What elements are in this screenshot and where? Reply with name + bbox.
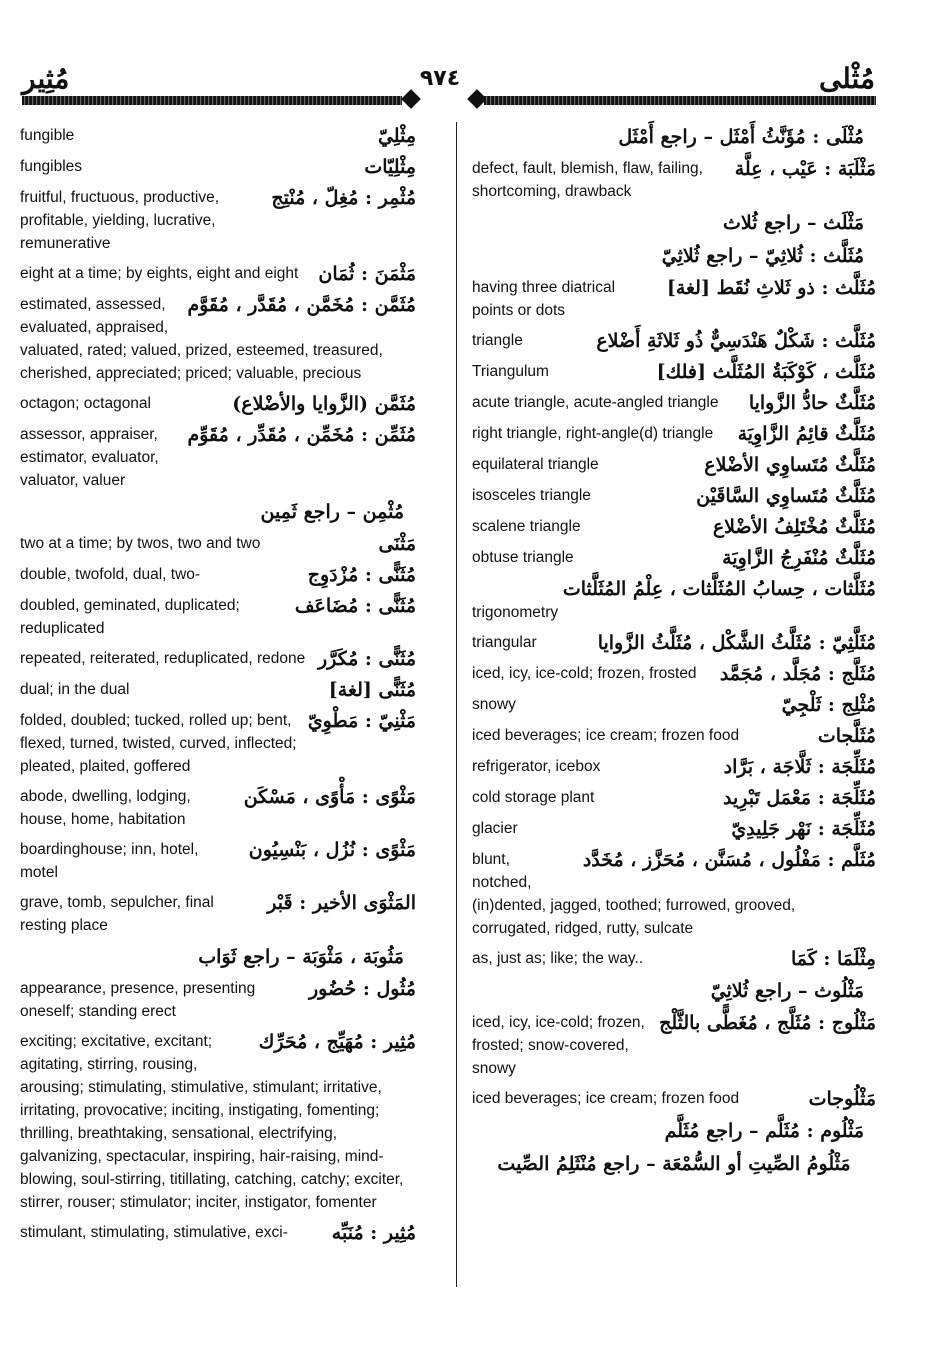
arabic-headword: مُثَلَّم : مَفْلُول ، مُسَنَّن ، مُحَزَّز ، مُخَدَّد: [582, 849, 876, 871]
dictionary-entry: [20, 891, 416, 937]
dictionary-entry: [472, 157, 876, 203]
column-divider: [456, 122, 457, 1287]
english-definition: folded, doubled; tucked, rolled up; bent, flexed, turned, twisted, curved, inflected; pleated, plaited, goffered: [20, 712, 297, 775]
arabic-headword: مَثْلُوجات: [808, 1088, 876, 1110]
english-definition: obtuse triangle: [472, 549, 574, 566]
english-definition: isosceles triangle: [472, 487, 591, 504]
arabic-headword: مُثُول : حُضُور: [309, 978, 416, 1000]
english-definition: iced beverages; ice cream; frozen food: [472, 727, 740, 744]
english-definition: blunt, notched, (in)dented, jagged, toothed; furrowed, grooved, corrugated, ridged, rutty, sulcate: [472, 851, 796, 937]
english-definition: having three diatrical points or dots: [472, 279, 616, 319]
english-definition: dual; in the dual: [20, 681, 130, 698]
english-definition: two at a time; by twos, two and two: [20, 535, 261, 552]
dictionary-entry: [20, 1221, 416, 1245]
right-header-rule: [484, 96, 876, 105]
left-rule-diamond: [401, 89, 421, 109]
english-definition: octagon; octagonal: [20, 395, 151, 412]
dictionary-entry: [472, 329, 876, 353]
dictionary-entry: [20, 785, 416, 831]
english-definition: abode, dwelling, lodging, house, home, habitation: [20, 788, 191, 828]
english-definition: refrigerator, icebox: [472, 758, 601, 775]
arabic-headword: مُثْلِج : ثَلْجِيّ: [781, 694, 876, 716]
dictionary-entry: [472, 786, 876, 810]
english-definition: double, twofold, dual, two-: [20, 566, 201, 583]
arabic-headword: مَثْوًى : مَأْوًى ، مَسْكَن: [243, 786, 416, 808]
arabic-headword: مِثْلِيّ: [377, 125, 416, 147]
dictionary-entry: [472, 484, 876, 508]
right-guide-word: مُثْلى: [818, 62, 875, 95]
english-definition: as, just as; like; the way..: [472, 950, 644, 967]
dictionary-entry: [20, 977, 416, 1023]
dictionary-entry: [472, 360, 876, 384]
dictionary-entry: [20, 1030, 416, 1214]
entry-cross-reference: مُثْمِن – راجع ثَمِين: [260, 501, 404, 523]
arabic-headword: مُثَلَّث : شَكْلٌ هَنْدَسِيٌّ ذُو ثَلاثَةِ أَضْلاع: [596, 330, 876, 352]
page-number: ٩٧٤: [419, 66, 461, 91]
dictionary-entry: [20, 392, 416, 416]
dictionary-entry: [472, 755, 876, 779]
dictionary-entry: [472, 1087, 876, 1111]
english-definition: defect, fault, blemish, flaw, failing, shortcoming, drawback: [472, 160, 703, 200]
english-definition: iced, icy, ice-cold; frozen, frosted; snow-covered, snowy: [472, 1014, 645, 1077]
dictionary-entry: [20, 293, 416, 385]
dictionary-entry: [472, 724, 876, 748]
arabic-headword: مَثْمَنَ : ثُمَان: [318, 263, 416, 285]
english-definition: fruitful, fructuous, productive, profitable, yielding, lucrative, remunerative: [20, 189, 220, 252]
english-definition: glacier: [472, 820, 518, 837]
arabic-headword: مُثَمِّن : مُخَمِّن ، مُقَدِّر ، مُقَوِّم: [187, 424, 416, 446]
english-definition: iced beverages; ice cream; frozen food: [472, 1090, 740, 1107]
arabic-headword: مُثَلَّج : مُجَلَّد ، مُجَمَّد: [719, 663, 876, 685]
entry-cross-reference: مَثْلُوث – راجع ثُلاثِيّ: [710, 980, 864, 1002]
arabic-headword: مُثَلَّثٌ مُنْفَرِجُ الزَّاوِيَة: [722, 547, 876, 569]
left-guide-word: مُثِير: [22, 62, 70, 95]
left-header-rule: [22, 96, 402, 105]
dictionary-entry: [20, 647, 416, 671]
entry-cross-reference: مَثْلُومُ الصِّيتِ أو السُّمْعَة – راجع مُنْثَلِمُ الصِّيت: [497, 1153, 851, 1175]
arabic-headword: مُثْمِر : مُغِلّ ، مُنْتِج: [271, 187, 416, 209]
arabic-headword: مِثْلِيّات: [364, 156, 416, 178]
english-definition: exciting; excitative, excitant; agitating, stirring, rousing, arousing; stimulating, stimulative, stimulant; irritative, irritating, provocative; inciting, instigating, fomenting; thrilling, breathtaking, sensational, electrifying, galvanizing, spectacular, inspiring, hair-raising, mind-blowing, soul-stirring, titillating, catching, catchy; exciter, stirrer, rouser; stimulator; inciter, instigator, fomenter: [20, 1033, 404, 1211]
arabic-headword: مُثَلَّثٌ مُتَساوِي الأضْلاع: [704, 454, 876, 476]
dictionary-entry: [472, 693, 876, 717]
english-definition: trigonometry: [472, 604, 559, 621]
english-definition: Triangulum: [472, 363, 549, 380]
dictionary-entry: [472, 1011, 876, 1080]
arabic-headword: مَثْنَى: [378, 533, 416, 555]
dictionary-entry: [20, 563, 416, 587]
arabic-headword: مُثَلِّجَة : مَعْمَل تَبْرِيد: [723, 787, 876, 809]
arabic-headword: مُثَلَّثٌ مُتَساوِي السَّاقَيْن: [696, 485, 876, 507]
arabic-headword: مُثَلَّث : ذو ثَلاثِ نُقَط [لغة]: [666, 277, 876, 299]
arabic-headword: مُثَنًّى : مُضَاعَف: [294, 595, 416, 617]
arabic-headword: مُثَلَّثٌ قائِمُ الزَّاوِيَة: [737, 423, 876, 445]
arabic-headword: مَثْلُوج : مُثَلَّج ، مُغَطًّى بالثَّلْج: [659, 1012, 876, 1034]
entry-cross-reference: مُثْلَى : مُؤَنَّثُ أَمْثَل – راجع أَمْثَل: [618, 126, 864, 148]
english-definition: cold storage plant: [472, 789, 595, 806]
english-definition: repeated, reiterated, reduplicated, redone: [20, 650, 306, 667]
left-column: [20, 124, 416, 1252]
arabic-headword: مُثَلِّجَة : ثَلَّاجَة ، بَرَّاد: [723, 756, 876, 778]
dictionary-entry: [472, 848, 876, 940]
arabic-headword: المَثْوَى الأخير : قَبْر: [267, 892, 416, 914]
dictionary-entry: [472, 453, 876, 477]
dictionary-entry: [472, 631, 876, 655]
english-definition: fungible: [20, 127, 75, 144]
arabic-headword: مُثَلِّجَة : نَهْر جَلِيدِيّ: [731, 818, 876, 840]
dictionary-entry: [472, 422, 876, 446]
arabic-headword: مُثَلَّثات ، حِسابُ المُثَلَّثات ، عِلْمُ المُثَلَّثات: [562, 578, 876, 600]
dictionary-entry: [20, 155, 416, 179]
arabic-headword: مِثْلَمَا : كَمَا: [790, 948, 876, 970]
english-definition: boardinghouse; inn, hotel, motel: [20, 841, 199, 881]
arabic-headword: مُثَنًّى : مُزْدَوِج: [307, 564, 416, 586]
dictionary-entry: [472, 391, 876, 415]
english-definition: right triangle, right-angle(d) triangle: [472, 425, 714, 442]
dictionary-entry: [472, 515, 876, 539]
dictionary-entry: [472, 276, 876, 322]
english-definition: eight at a time; by eights, eight and eight: [20, 265, 299, 282]
dictionary-entry: [20, 678, 416, 702]
arabic-headword: مَثْنِيّ : مَطْوِيّ: [307, 710, 416, 732]
dictionary-entry: [20, 262, 416, 286]
english-definition: estimated, assessed, evaluated, appraised, valuated, rated; valued, prized, esteemed, treasured, cherished, appreciated; priced; valuable, precious: [20, 296, 383, 382]
dictionary-entry: [20, 594, 416, 640]
english-definition: appearance, presence, presenting oneself; standing erect: [20, 980, 256, 1020]
dictionary-entry: [20, 423, 416, 492]
english-definition: triangular: [472, 634, 537, 651]
arabic-headword: مُثَلَّجات: [817, 725, 876, 747]
english-definition: acute triangle, acute-angled triangle: [472, 394, 719, 411]
dictionary-entry: [472, 947, 876, 971]
english-definition: assessor, appraiser, estimator, evaluator, valuator, valuer: [20, 426, 159, 489]
arabic-headword: مُثَمَّن (الزَّوايا والأضْلاع): [232, 393, 416, 415]
english-definition: grave, tomb, sepulcher, final resting place: [20, 894, 214, 934]
dictionary-entry: [472, 546, 876, 570]
arabic-headword: مَثْلَبَة : عَيْب ، عِلَّة: [734, 158, 876, 180]
dictionary-entry: [20, 709, 416, 778]
arabic-headword: مُثَنًّى : مُكَرَّر: [317, 648, 416, 670]
arabic-headword: مُثَلَّث ، كَوْكَبَةُ المُثَلَّث [فلك]: [656, 361, 876, 383]
dictionary-entry: [20, 186, 416, 255]
english-definition: equilateral triangle: [472, 456, 599, 473]
arabic-headword: مُثَلَّثٌ مُخْتَلِفُ الأضْلاع: [712, 516, 876, 538]
english-definition: fungibles: [20, 158, 83, 175]
entry-cross-reference: مُثَلَّث : ثُلاثِيّ – راجع ثُلاثِيّ: [661, 245, 864, 267]
english-definition: stimulant, stimulating, stimulative, exci-: [20, 1224, 288, 1241]
arabic-headword: مُثَلَّثٌ حادُّ الزَّوايا: [748, 392, 876, 414]
english-definition: doubled, geminated, duplicated; reduplicated: [20, 597, 240, 637]
dictionary-entry: [20, 532, 416, 556]
entry-cross-reference: مَثْلَث – راجع ثُلاث: [722, 212, 864, 234]
entry-cross-reference: مَثْلُوم : مُثَلَّم – راجع مُثَلَّم: [664, 1120, 864, 1142]
arabic-headword: مَثْوًى : نُزُل ، بَنْسِيُون: [248, 839, 416, 861]
english-definition: snowy: [472, 696, 516, 713]
entry-cross-reference: مَثُوبَة ، مَثْوَبَة – راجع ثَوَاب: [198, 946, 404, 968]
arabic-headword: مُثِير : مُهَيِّج ، مُحَرِّك: [258, 1031, 416, 1053]
english-definition: iced, icy, ice-cold; frozen, frosted: [472, 665, 697, 682]
english-definition: scalene triangle: [472, 518, 581, 535]
dictionary-entry: [472, 817, 876, 841]
english-definition: triangle: [472, 332, 523, 349]
dictionary-entry: [472, 577, 876, 624]
dictionary-entry: [472, 662, 876, 686]
dictionary-entry: [20, 838, 416, 884]
arabic-headword: مُثَلَّثِيّ : مُثَلَّثُ الشَّكْل ، مُثَلَّثُ الزَّوايا: [597, 632, 876, 654]
dictionary-entry: [20, 124, 416, 148]
arabic-headword: مُثَنًّى [لغة]: [328, 679, 416, 701]
arabic-headword: مُثِير : مُنَبِّه: [331, 1222, 416, 1244]
right-column: [472, 124, 876, 1184]
arabic-headword: مُثَمَّن : مُخَمَّن ، مُقَدَّر ، مُقَوَّم: [187, 294, 416, 316]
